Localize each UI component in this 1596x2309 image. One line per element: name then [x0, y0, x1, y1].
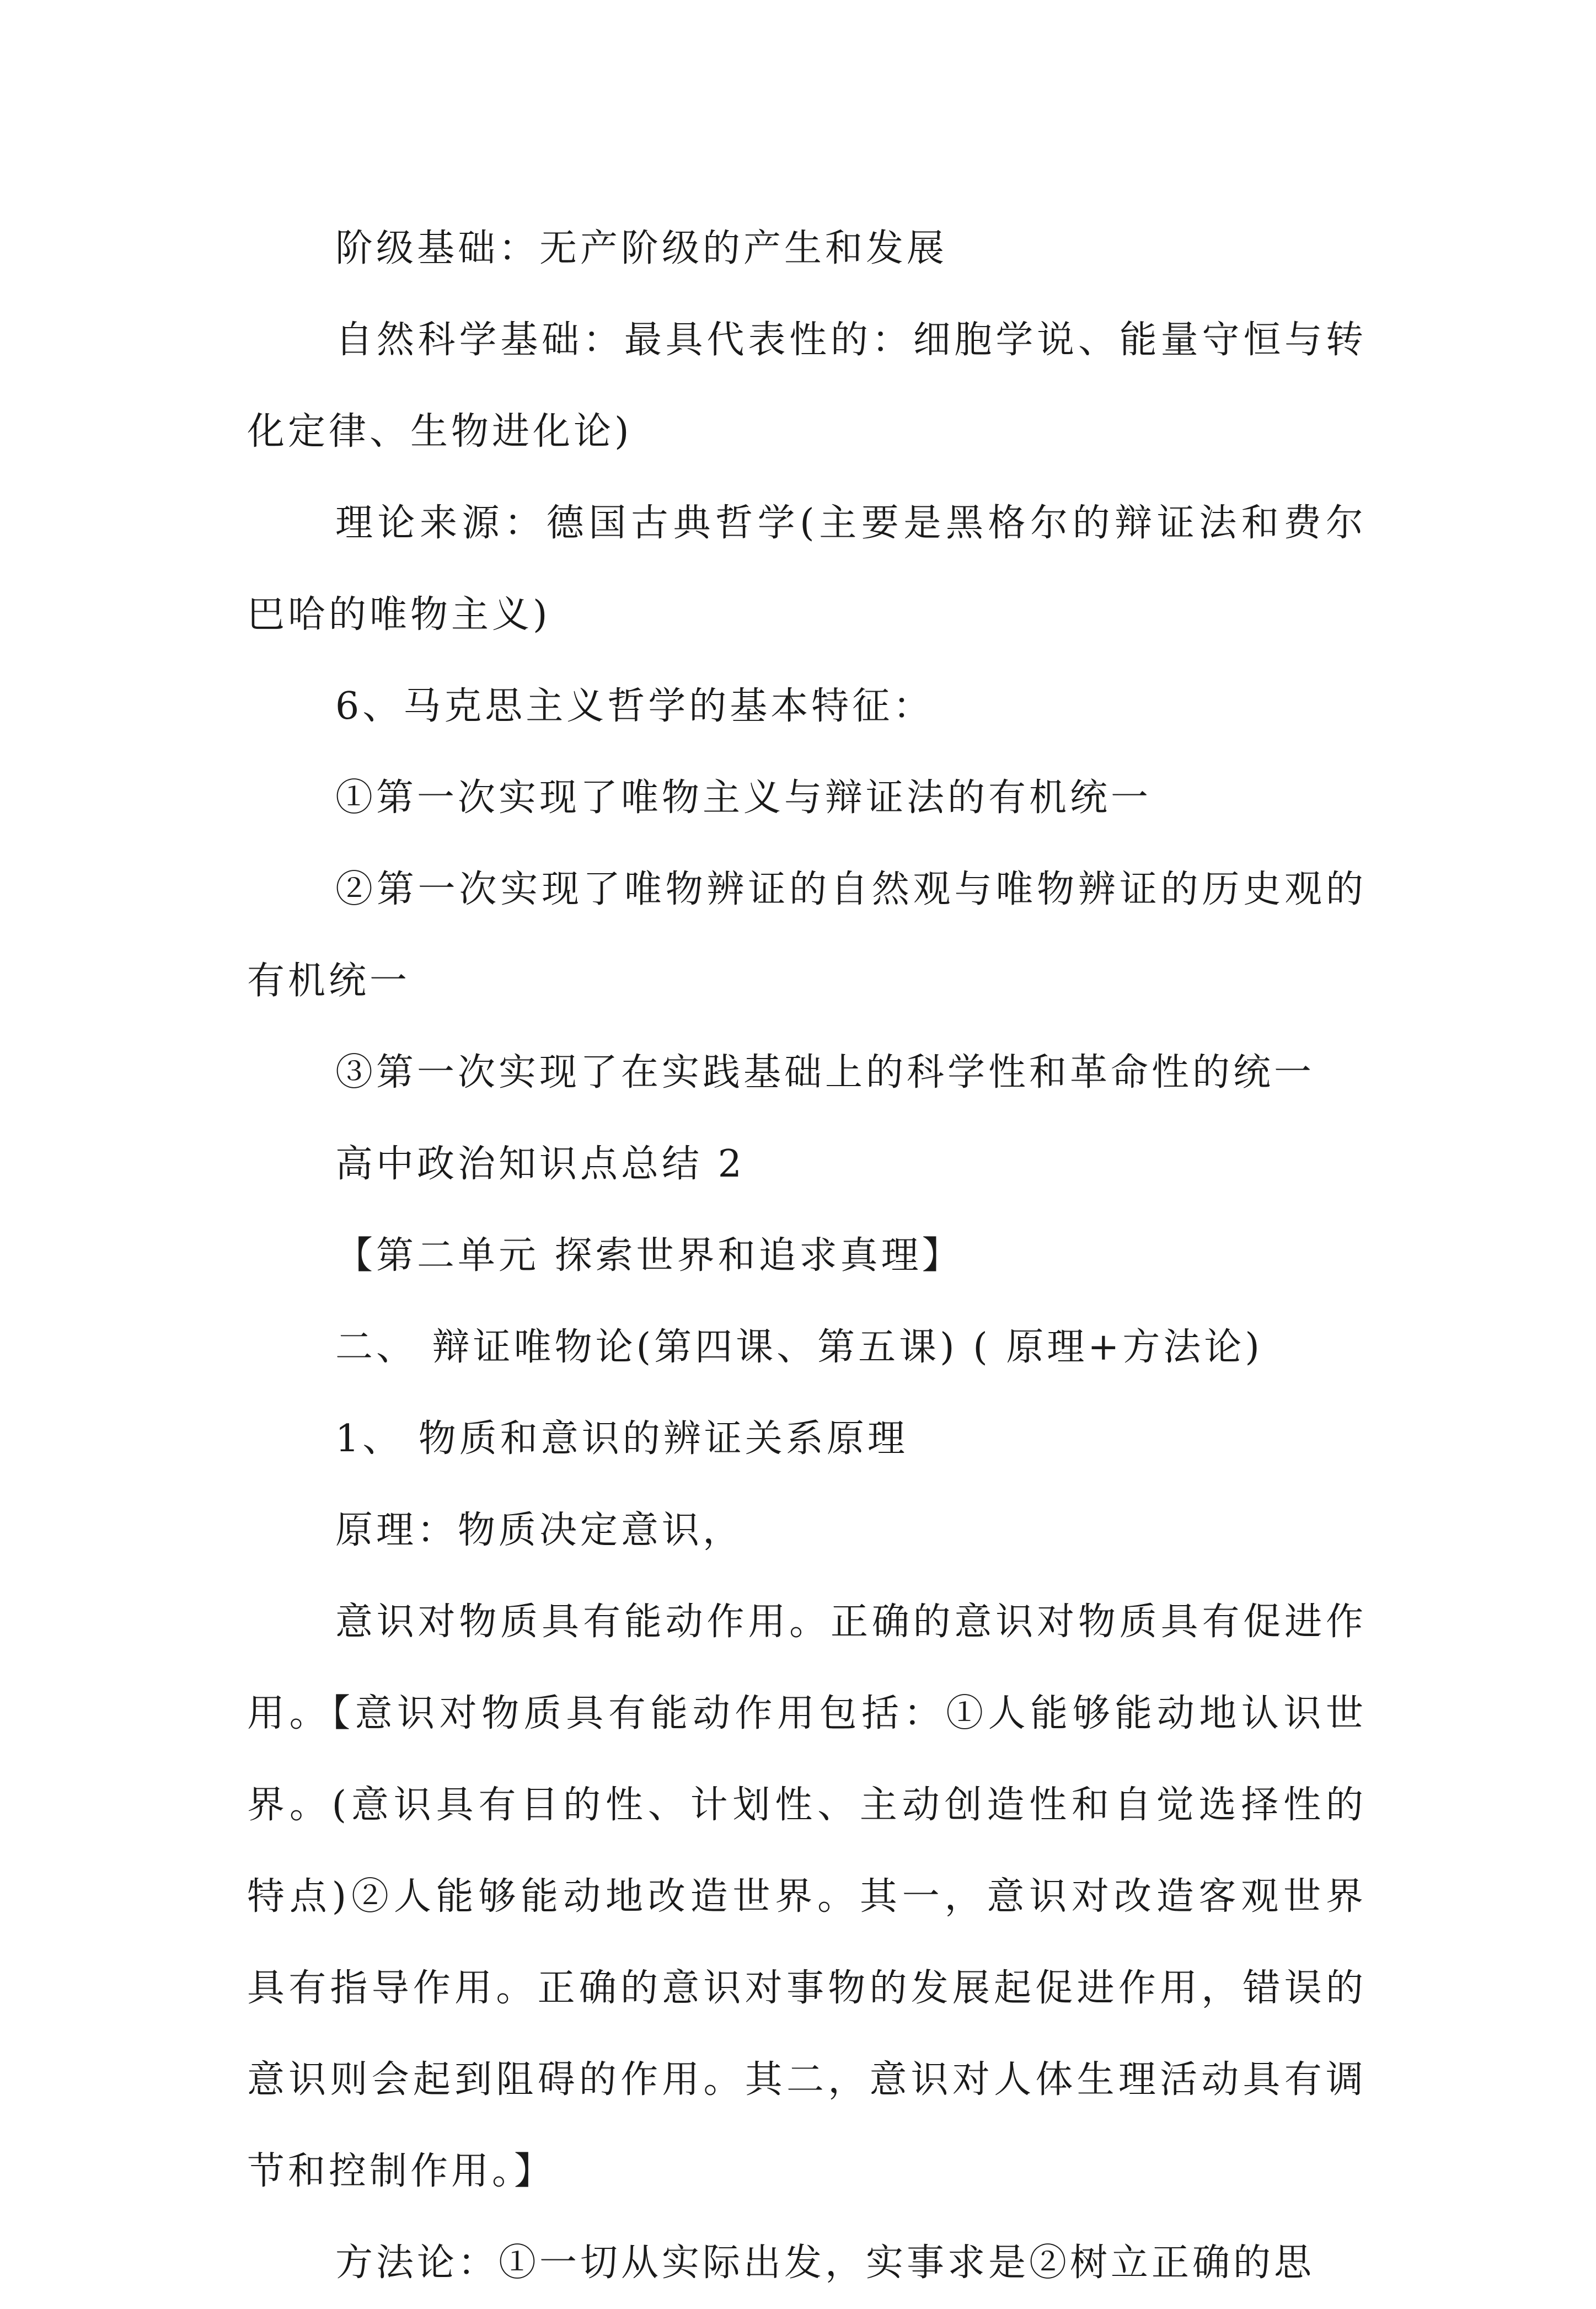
subheading-principle: 1、 物质和意识的辨证关系原理 [335, 1417, 908, 1461]
paragraph-principle: 原理：物质决定意识， [335, 1509, 744, 1552]
paragraph-science-basis: 自然科学基础：最具代表性的：细胞学说、能量守恒与转化定律、生物进化论) [247, 318, 1367, 453]
document-body [247, 203, 1367, 2309]
paragraph-feature-3: ③第一次实现了在实践基础上的科学性和革命性的统一 [335, 1051, 1315, 1094]
paragraph-consciousness: 意识对物质具有能动作用。正确的意识对物质具有促进作用。【意识对物质具有能动作用包括：①人能够能动地认识世界。(意识具有目的性、计划性、主动创造性和自觉选择性的特点)②人能够能动地改造世界。其一，意识对改造客观世界具有指导作用。正确的意识对事物的发展起促进作用，错误的意识则会起到阻碍的作用。其二，意识对人体生理活动具有调节和控制作用。】 [247, 1600, 1367, 2193]
paragraph-feature-1: ①第一次实现了唯物主义与辩证法的有机统一 [335, 776, 1152, 820]
paragraph-theory-source: 理论来源：德国古典哲学(主要是黑格尔的辩证法和费尔巴哈的唯物主义) [247, 501, 1367, 637]
paragraph-class-basis: 阶级基础：无产阶级的产生和发展 [335, 227, 948, 270]
unit-title: 【第二单元 探索世界和追求真理】 [335, 1234, 963, 1278]
paragraph-methodology: 方法论：①一切从实际出发，实事求是②树立正确的思 [335, 2241, 1315, 2285]
paragraph-heading-basic-features: 6、马克思主义哲学的基本特征： [335, 685, 934, 728]
chapter-heading: 二、 辩证唯物论(第四课、第五课) ( 原理+方法论) [335, 1325, 1263, 1369]
section-title: 高中政治知识点总结 2 [335, 1142, 745, 1186]
paragraph-feature-2: ②第一次实现了唯物辨证的自然观与唯物辨证的历史观的有机统一 [247, 868, 1367, 1003]
